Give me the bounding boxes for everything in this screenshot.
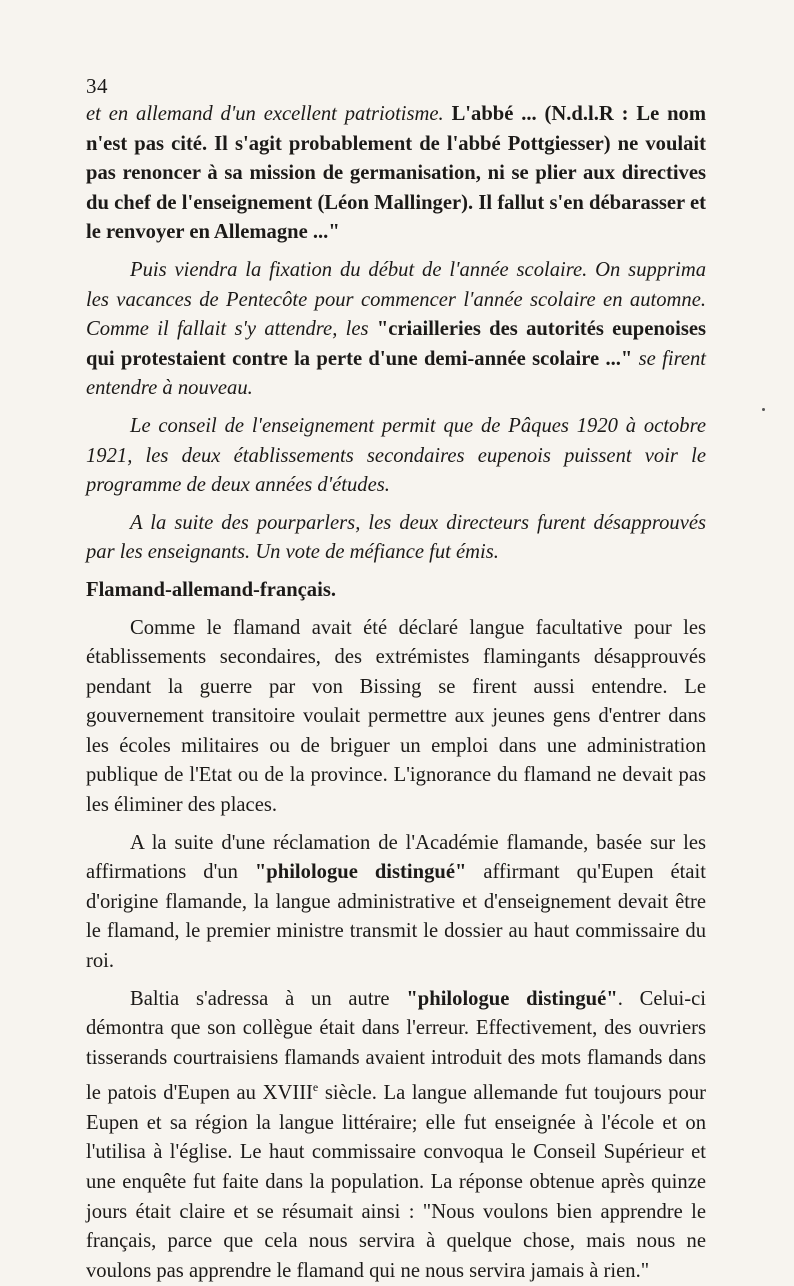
p7-bold: "philologue distingué" <box>406 987 618 1010</box>
p6-text-b: affirmant qu'Eupen était d'origine flamande, la langue administrative et d'enseignement devait être le flamand, le premier ministre transmit le dossier au haut commissaire du roi. <box>86 861 706 973</box>
p2-end: se firent entendre à nouveau. <box>86 347 706 400</box>
paragraph-2 <box>86 256 706 404</box>
p7-text-c: siècle. La langue allemande fut toujours pour Eupen et sa région la langue littéraire; elle fut enseignée à l'école et on l'utilisa à l'église. Le haut commissaire convoqua le Conseil Supérieur et une enquête fut faite dans la population. La réponse obtenue après quinze jours était claire et se résumait ainsi : "Nous voulons bien apprendre le français, parce que cela nous servira à quelque chose, mais nous ne voulons pas apprendre le flamand qui ne nous servira jamais à rien." <box>86 1082 706 1282</box>
paragraph-4: A la suite des pourparlers, les deux directeurs furent désapprouvés par les enseignants. Un vote de méfiance fut émis. <box>86 511 706 564</box>
p2-bold: "criailleries des autorités eupenoises qui protestaient contre la perte d'une demi-année scolaire ..." <box>86 318 707 370</box>
paragraph-3: Le conseil de l'enseignement permit que de Pâques 1920 à octobre 1921, les deux établissements secondaires eupenois puissent voir le programme de deux années d'études. <box>86 414 706 497</box>
p7-text-b: . Celui-ci démontra que son collègue était dans l'erreur. Effectivement, des ouvriers tisserands courtraisiens flamands avaient introduit des mots flamands dans le patois d'Eupen au XVIII <box>86 987 706 1105</box>
margin-mark <box>762 408 765 411</box>
p6-text-a: A la suite d'une réclamation de l'Académie flamande, basée sur les affirmations d'un <box>86 831 706 884</box>
p1-italic: et en allemand d'un excellent patriotisme. <box>86 103 444 125</box>
p7-text-a: Baltia s'adressa à un autre <box>130 987 407 1010</box>
paragraph-5: Comme le flamand avait été déclaré langue facultative pour les établissements secondaires, des extrémistes flamingants désapprouvés pendant la guerre par von Bissing se firent aussi entendre. Le gouvernement transitoire voulait permettre aux jeunes gens d'entrer dans les écoles militaires ou de briguer un emploi dans une administration publique de l'Etat ou de la province. L'ignorance du flamand ne devait pas les éliminer des places. <box>86 616 706 817</box>
page-number: 34 <box>86 74 108 98</box>
p2-italic: Puis viendra la fixation du début de l'année scolaire. On supprima les vacances de Pentecôte pour commencer l'année scolaire en automne. Comme il fallait s'y attendre, les <box>86 258 706 341</box>
paragraph-1 <box>86 100 706 248</box>
p1-bold: L'abbé ... (N.d.l.R : Le nom n'est pas cité. Il s'agit probablement de l'abbé Pottgiesser) ne voulait pas renoncer à sa mission de germanisation, ni se plier aux directives du chef de l'enseignement (Léon Mallinger). Il fallut s'en débarasser et le renvoyer en Allemagne ..." <box>86 103 706 244</box>
p6-bold: "philologue distingué" <box>254 861 467 884</box>
paragraph-7 <box>86 985 706 1286</box>
section-heading: Flamand-allemand-français. <box>86 578 336 601</box>
body-text <box>86 100 706 1286</box>
paragraph-6 <box>86 829 706 977</box>
p7-superscript: e <box>312 1080 319 1095</box>
